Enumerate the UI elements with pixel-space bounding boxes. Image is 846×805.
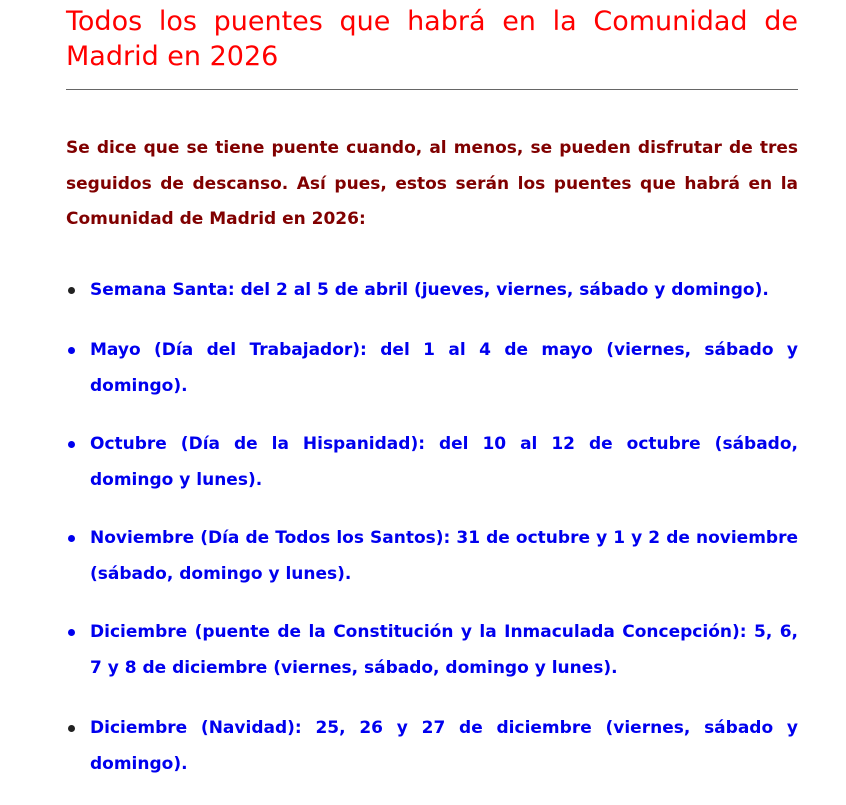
bullet-icon <box>68 725 75 732</box>
bullet-icon <box>68 347 75 354</box>
bullet-icon <box>68 535 75 542</box>
list-item <box>90 332 798 404</box>
list-item-text: Mayo (Día del Trabajador): del 1 al 4 de mayo (viernes, sábado y domingo). <box>90 340 798 396</box>
list-item-text: Diciembre (puente de la Constitución y la Inmaculada Concepción): 5, 6, 7 y 8 de diciembre (viernes, sábado, domingo y lunes). <box>90 622 798 678</box>
list-item <box>90 520 798 592</box>
list-item-text: Diciembre (Navidad): 25, 26 y 27 de diciembre (viernes, sábado y domingo). <box>90 718 798 774</box>
list-item <box>90 710 798 782</box>
list-item-text: Semana Santa: del 2 al 5 de abril (jueves, viernes, sábado y domingo). <box>90 280 769 300</box>
bullet-icon <box>68 287 75 294</box>
article-title: Todos los puentes que habrá en la Comunidad de Madrid en 2026 <box>66 6 798 72</box>
bullet-icon <box>68 441 75 448</box>
list-item <box>90 614 798 686</box>
list-item-text: Octubre (Día de la Hispanidad): del 10 al 12 de octubre (sábado, domingo y lunes). <box>90 434 798 490</box>
list-item <box>90 272 798 308</box>
bullet-icon <box>68 629 75 636</box>
list-item <box>90 426 798 498</box>
intro-paragraph: Se dice que se tiene puente cuando, al menos, se pueden disfrutar de tres seguidos de descanso. Así pues, estos serán los puentes que habrá en la Comunidad de Madrid en 2026: <box>66 138 798 229</box>
title-divider <box>66 89 798 90</box>
list-item-text: Noviembre (Día de Todos los Santos): 31 de octubre y 1 y 2 de noviembre (sábado, domingo y lunes). <box>90 528 798 584</box>
